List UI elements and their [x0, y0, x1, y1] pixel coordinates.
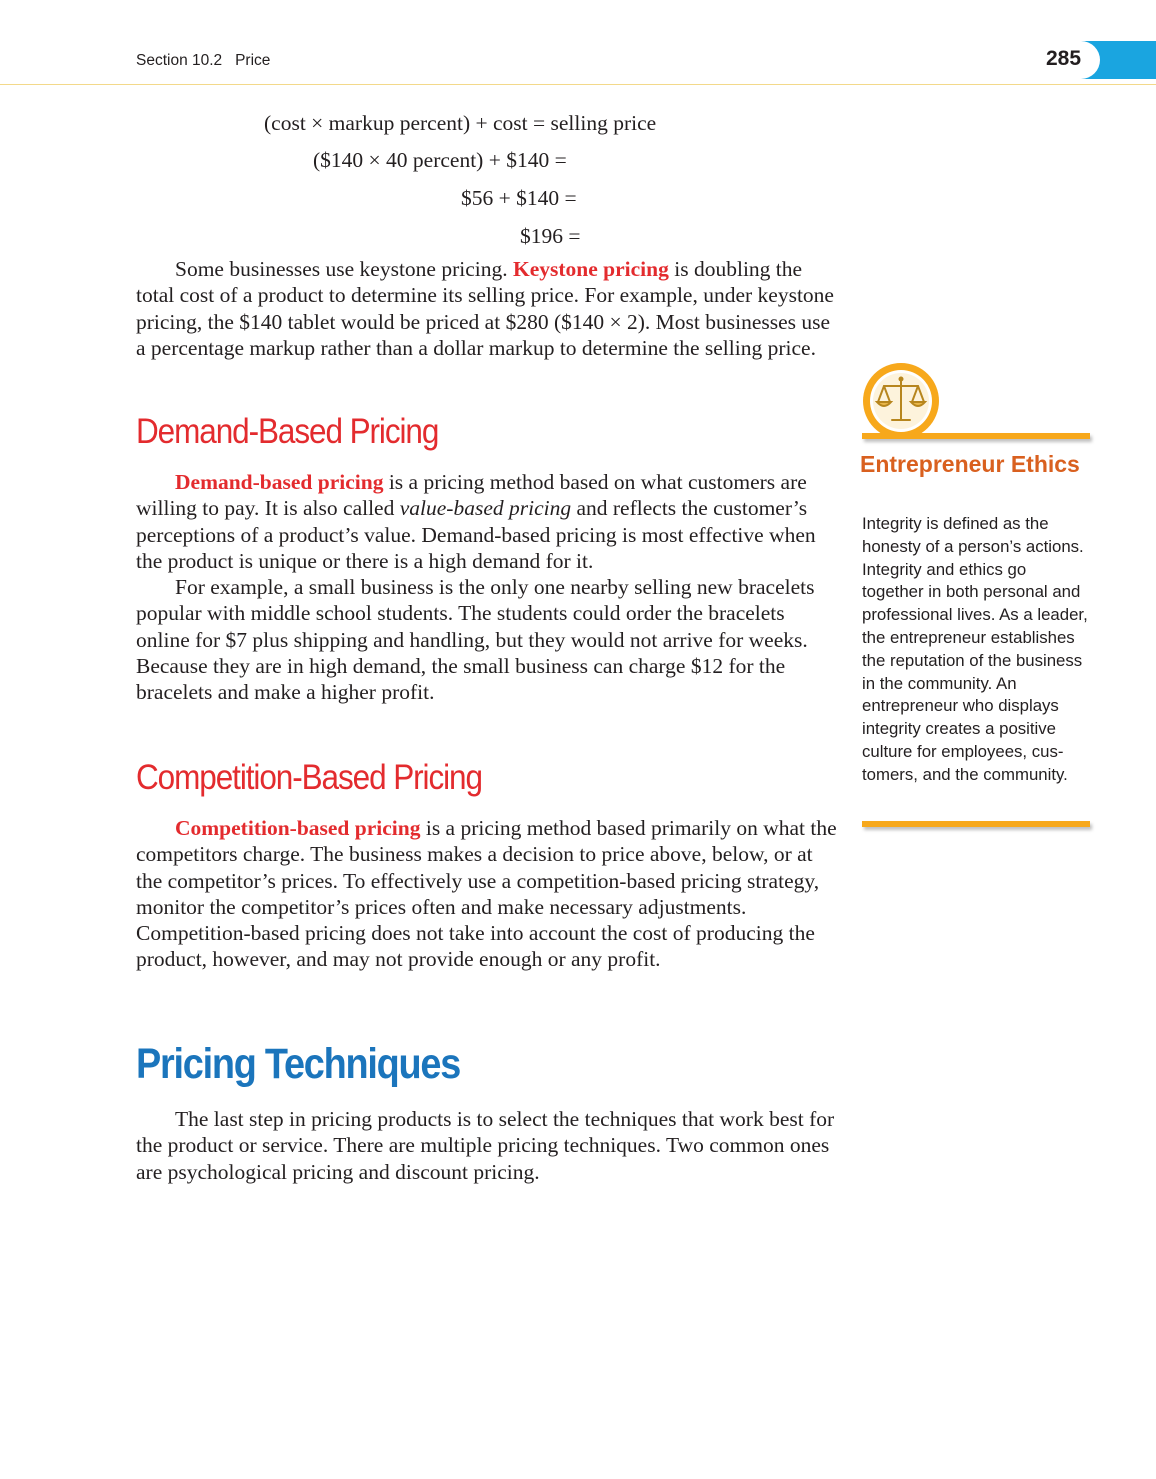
demand-text-a: is a pricing method based on what customers are willing to pay. It is also called — [136, 470, 807, 521]
scales-of-justice-icon — [860, 360, 942, 442]
demand-italic-term: value-based pricing — [399, 496, 572, 521]
header-rule — [0, 84, 1156, 85]
sidebar-title: Entrepreneur Ethics — [860, 451, 1080, 477]
demand-text-b: and reflects the customer’s perceptions of a product’s value. Demand-based pricing is most effective when the product is unique or there is a high demand for it. — [136, 496, 816, 573]
equation-line-2: ($140 × 40 percent) + $140 = — [313, 148, 567, 172]
section-label: Section 10.2 Price — [136, 52, 271, 69]
techniques-paragraph — [136, 1106, 838, 1185]
equation-line-1: (cost × markup percent) + cost = selling price — [264, 111, 657, 135]
competition-paragraph — [136, 815, 838, 973]
demand-term: Demand-based pricing — [175, 470, 384, 494]
equation-line-4: $196 = — [520, 224, 581, 248]
keystone-term: Keystone pricing — [513, 257, 669, 281]
demand-paragraph-2: For example, a small business is the only one nearby selling new bracelets popular with middle school students. The students could order the bracelets online for $7 plus shipping and handling, but they would not arrive for weeks. Because they are in high demand, the small business can charge $12 for the bracelets and make a higher profit. — [136, 575, 815, 705]
sidebar-text: Integrity is defined as the honesty of a person’s actions. Integrity and ethics go together in both personal and professional lives. As a leader, the entrepreneur establishes the reputation of the business in the community. An entrepreneur who displays integrity creates a positive culture for employees, customers, and the community. — [862, 514, 1088, 784]
techniques-heading: Pricing Techniques — [136, 1040, 461, 1088]
competition-heading: Competition-Based Pricing — [136, 758, 482, 797]
techniques-text: The last step in pricing products is to select the techniques that work best for the product or service. There are multiple pricing techniques. Two common ones are psychological pricing and discount pricing. — [136, 1107, 835, 1184]
competition-term: Competition-based pricing — [175, 816, 421, 840]
keystone-intro: Some businesses use keystone pricing. — [175, 257, 513, 281]
demand-heading: Demand-Based Pricing — [136, 412, 439, 451]
page-number: 285 — [1046, 47, 1082, 70]
keystone-paragraph — [136, 256, 838, 361]
equation-line-3: $56 + $140 = — [461, 186, 577, 210]
demand-paragraph-1 — [136, 469, 838, 574]
demand-section — [136, 469, 838, 706]
sidebar-bottom-rule — [862, 821, 1090, 827]
keystone-rest: is doubling the total cost of a product to determine its selling price. For example, under keystone pricing, the $140 tablet would be priced at $280 ($140 × 2). Most businesses use a percentage markup rather than a dollar markup to determine the selling price. — [136, 257, 834, 360]
competition-rest: is a pricing method based primarily on what the competitors charge. The business makes a decision to price above, below, or at the competitor’s prices. To effectively use a competition-based pricing strategy, monitor the competitor’s prices often and make necessary adjustments. Competition-based pricing does not take into account the cost of producing the product, however, and may not provide enough or any profit. — [136, 816, 837, 972]
